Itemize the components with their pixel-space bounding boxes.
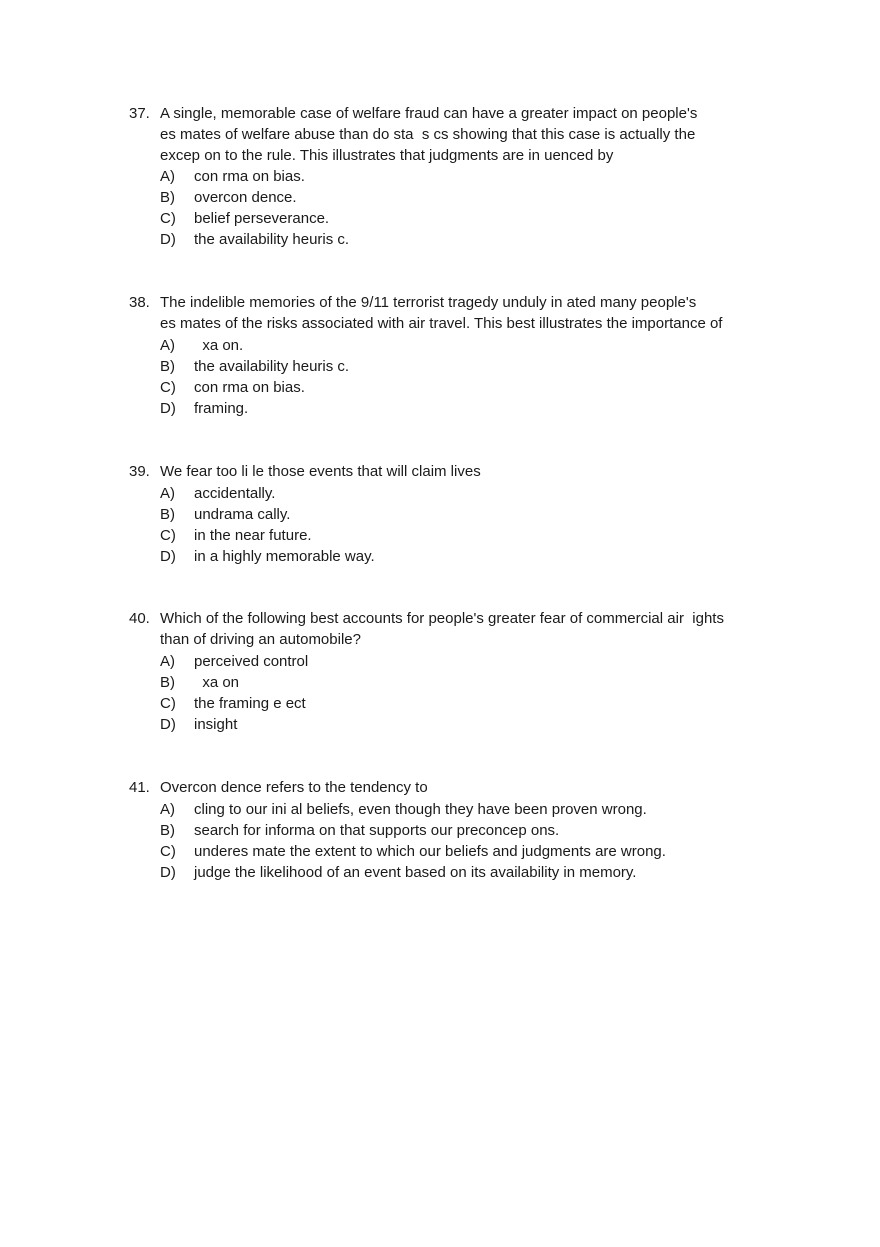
answer-option-a (160, 335, 789, 356)
answer-option-c (160, 525, 789, 546)
option-letter: A) (160, 168, 175, 186)
option-text: undrama cally. (194, 505, 291, 523)
option-text: underes mate the extent to which our beliefs and judgments are wrong. (194, 842, 666, 860)
option-letter: A) (160, 800, 175, 818)
option-text: in a highly memorable way. (194, 547, 375, 565)
option-letter: B) (160, 673, 175, 691)
answer-option-a (160, 799, 789, 820)
question-stem-line: A single, memorable case of welfare fraud can have a greater impact on people's (160, 105, 698, 122)
question-41 (129, 778, 789, 883)
question-stem (160, 293, 789, 335)
answer-options (129, 651, 789, 735)
answer-option-a (160, 166, 789, 187)
answer-options (129, 166, 789, 250)
answer-option-b (160, 672, 789, 693)
option-text: the availability heuris c. (194, 231, 350, 249)
option-letter: C) (160, 378, 176, 396)
question-stem (160, 104, 789, 166)
answer-option-d (160, 229, 789, 250)
answer-option-b (160, 820, 789, 841)
answer-option-c (160, 208, 789, 229)
option-text: accidentally. (194, 484, 276, 502)
option-letter: A) (160, 336, 175, 354)
answer-option-b (160, 504, 789, 525)
option-letter: B) (160, 505, 175, 523)
question-stem-line: excep on to the rule. This illustrates that judgments are in uenced by (160, 146, 614, 164)
answer-option-b (160, 187, 789, 208)
option-text: insight (194, 715, 238, 733)
option-text: judge the likelihood of an event based on its availability in memory. (194, 863, 637, 881)
answer-option-a (160, 483, 789, 504)
question-38 (129, 293, 789, 419)
question-39 (129, 462, 789, 567)
question-number: 38. (129, 294, 150, 311)
answer-options (129, 799, 789, 883)
question-number: 39. (129, 463, 150, 480)
question-40 (129, 609, 789, 735)
option-text: xa on. (194, 336, 244, 354)
question-stem-line: The indelible memories of the 9/11 terrorist tragedy unduly in ated many people's (160, 294, 697, 311)
question-number: 41. (129, 779, 150, 796)
question-stem-line: Overcon dence refers to the tendency to (160, 779, 428, 796)
option-letter: D) (160, 715, 176, 733)
option-letter: C) (160, 842, 176, 860)
option-text: the framing e ect (194, 694, 306, 712)
option-letter: B) (160, 357, 175, 375)
answer-option-d (160, 546, 789, 567)
answer-options (129, 483, 789, 567)
option-text: cling to our ini al beliefs, even though they have been proven wrong. (194, 800, 647, 818)
option-letter: C) (160, 526, 176, 544)
option-letter: D) (160, 231, 176, 249)
option-text: overcon dence. (194, 189, 297, 207)
question-number: 40. (129, 610, 150, 627)
question-stem (160, 778, 789, 799)
option-text: search for informa on that supports our preconcep ons. (194, 821, 560, 839)
question-stem (160, 609, 789, 651)
answer-options (129, 335, 789, 419)
question-37 (129, 104, 789, 250)
question-stem-line: es mates of the risks associated with air travel. This best illustrates the importance of (160, 314, 723, 332)
answer-option-b (160, 356, 789, 377)
option-text: belief perseverance. (194, 210, 330, 228)
answer-option-c (160, 693, 789, 714)
option-text: con rma on bias. (194, 378, 305, 396)
option-text: in the near future. (194, 526, 312, 544)
answer-option-c (160, 377, 789, 398)
question-stem-line: Which of the following best accounts for people's greater fear of commercial air ights (160, 610, 724, 627)
answer-option-c (160, 841, 789, 862)
question-stem-line: es mates of welfare abuse than do sta s cs showing that this case is actually the (160, 125, 696, 143)
option-text: xa on (194, 673, 240, 691)
question-stem (160, 462, 789, 483)
option-letter: A) (160, 652, 175, 670)
option-text: perceived control (194, 652, 309, 670)
option-letter: A) (160, 484, 175, 502)
answer-option-d (160, 714, 789, 735)
option-letter: D) (160, 547, 176, 565)
question-stem-line: We fear too li le those events that will claim lives (160, 463, 481, 480)
option-text: the availability heuris c. (194, 357, 350, 375)
option-text: con rma on bias. (194, 168, 305, 186)
answer-option-a (160, 651, 789, 672)
option-text: framing. (194, 399, 249, 417)
option-letter: C) (160, 694, 176, 712)
answer-option-d (160, 398, 789, 419)
option-letter: D) (160, 399, 176, 417)
question-stem-line: than of driving an automobile? (160, 630, 361, 648)
option-letter: B) (160, 189, 175, 207)
question-number: 37. (129, 105, 150, 122)
option-letter: C) (160, 210, 176, 228)
option-letter: B) (160, 821, 175, 839)
answer-option-d (160, 862, 789, 883)
option-letter: D) (160, 863, 176, 881)
